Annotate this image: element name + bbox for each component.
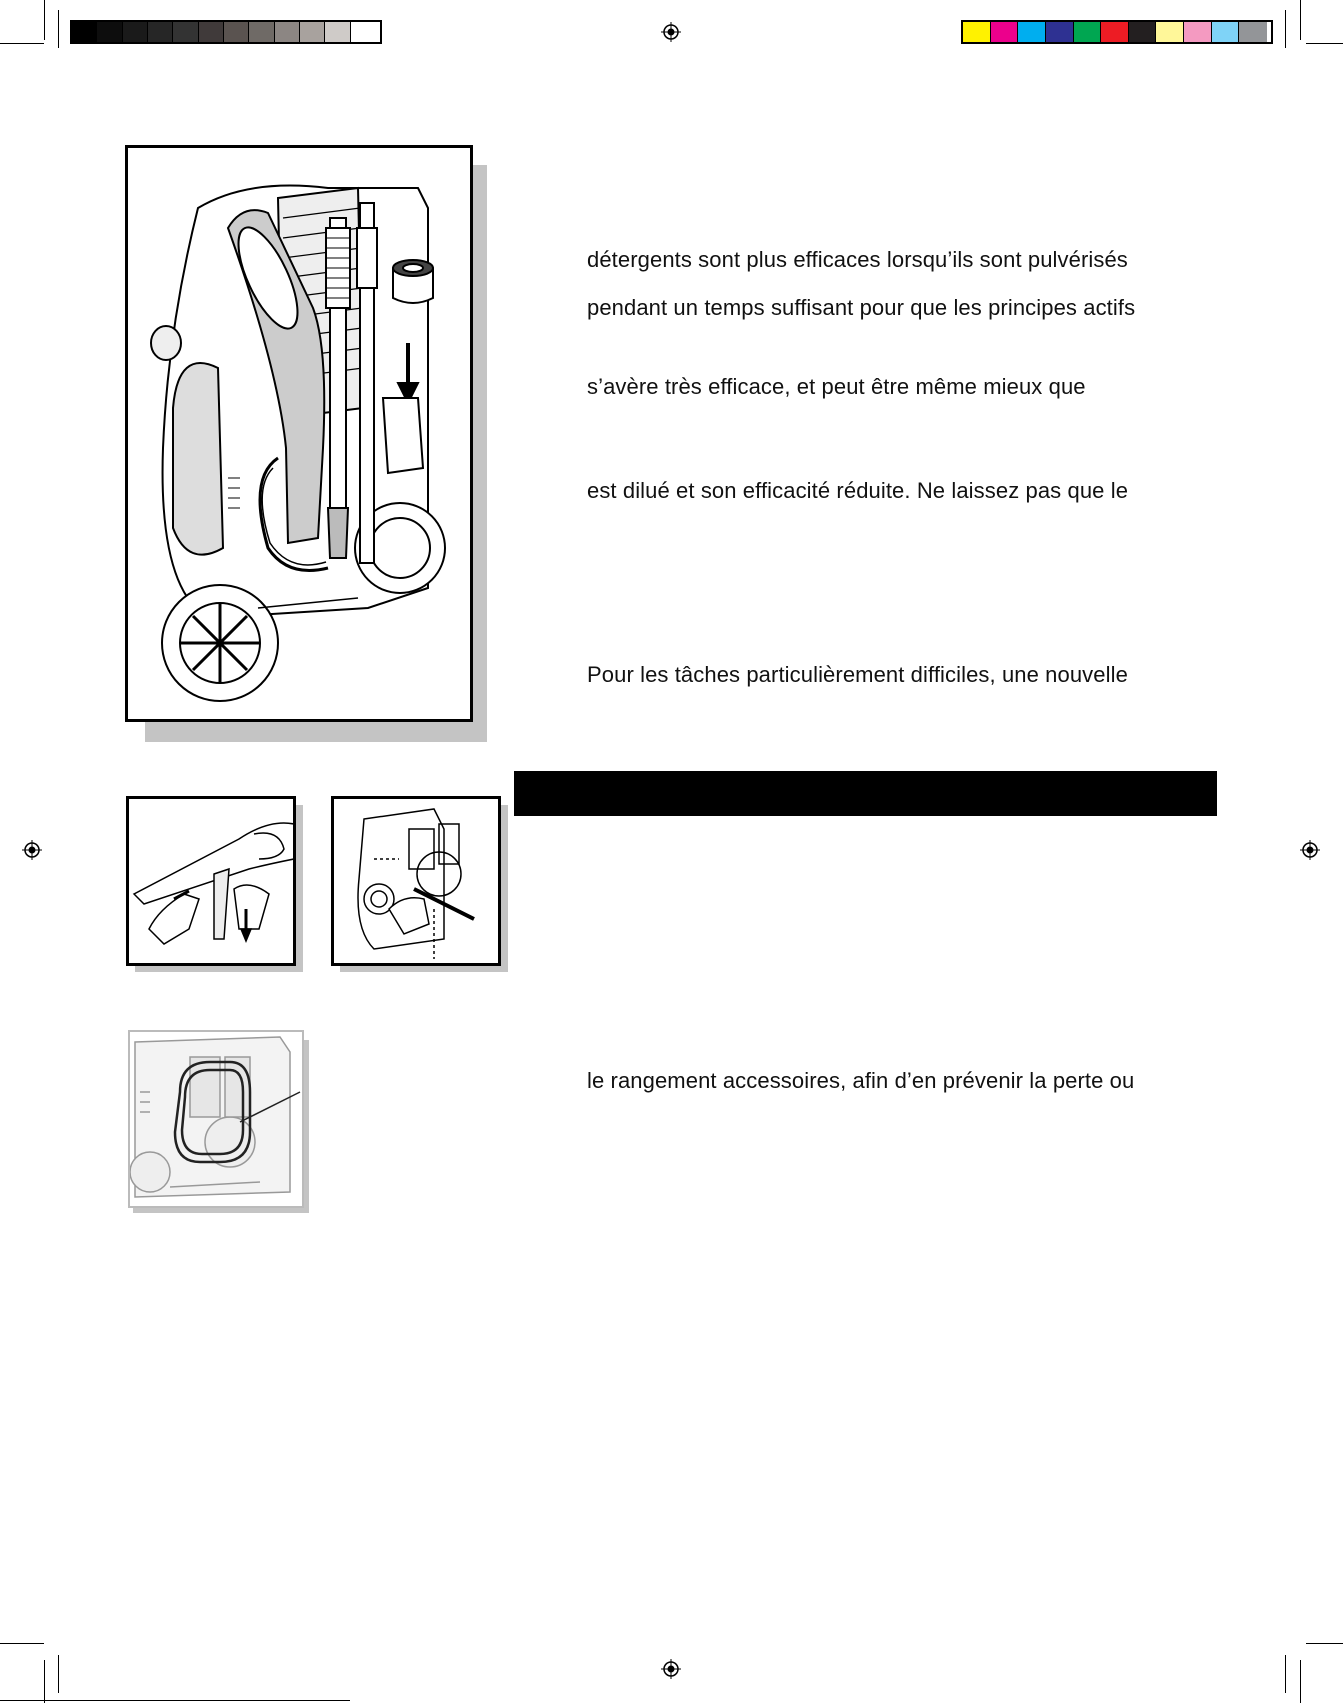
small-figure-gun bbox=[126, 796, 296, 966]
section-header-bar bbox=[514, 771, 1217, 816]
color-swatch bbox=[148, 22, 173, 42]
color-swatch bbox=[199, 22, 224, 42]
color-swatch bbox=[1018, 22, 1046, 42]
crop-mark bbox=[1285, 1655, 1286, 1693]
color-swatch bbox=[1101, 22, 1129, 42]
small-figure-lance bbox=[331, 796, 501, 966]
color-swatch bbox=[72, 22, 97, 42]
color-swatch bbox=[1156, 22, 1184, 42]
lance-insert-icon bbox=[334, 799, 498, 963]
crop-mark bbox=[1285, 10, 1286, 48]
body-text-line: pendant un temps suffisant pour que les principes actifs bbox=[587, 295, 1136, 320]
crop-mark bbox=[58, 1655, 59, 1693]
color-swatch bbox=[991, 22, 1019, 42]
body-text-line: le rangement accessoires, afin d’en prévenir la perte ou bbox=[587, 1068, 1135, 1093]
process-color-bar bbox=[961, 20, 1273, 44]
color-swatch bbox=[325, 22, 350, 42]
pressure-washer-storage-icon bbox=[128, 148, 470, 719]
color-swatch bbox=[123, 22, 148, 42]
hose-storage-icon bbox=[130, 1032, 302, 1206]
color-swatch bbox=[1239, 22, 1267, 42]
grayscale-color-bar bbox=[70, 20, 382, 44]
color-swatch bbox=[224, 22, 249, 42]
color-swatch bbox=[173, 22, 198, 42]
crop-mark bbox=[0, 1700, 350, 1701]
section-header-title bbox=[514, 781, 530, 806]
color-swatch bbox=[275, 22, 300, 42]
registration-mark-icon bbox=[661, 1659, 681, 1679]
registration-mark-icon bbox=[661, 22, 681, 42]
small-figure-hose bbox=[128, 1030, 304, 1208]
body-text-line: est dilué et son efficacité réduite. Ne laissez pas que le bbox=[587, 478, 1129, 503]
color-swatch bbox=[1212, 22, 1240, 42]
color-swatch bbox=[97, 22, 122, 42]
color-swatch bbox=[1074, 22, 1102, 42]
crop-mark bbox=[1300, 1660, 1301, 1703]
crop-mark bbox=[1306, 43, 1343, 44]
crop-mark bbox=[58, 10, 59, 48]
body-text-line: s’avère très efficace, et peut être même mieux que bbox=[587, 374, 1086, 399]
registration-mark-icon bbox=[1300, 840, 1320, 860]
color-swatch bbox=[963, 22, 991, 42]
main-figure bbox=[125, 145, 473, 722]
color-swatch bbox=[1129, 22, 1157, 42]
crop-mark bbox=[0, 1643, 44, 1644]
color-swatch bbox=[351, 22, 376, 42]
crop-mark bbox=[1306, 1643, 1343, 1644]
body-text-line: détergents sont plus efficaces lorsqu’ils sont pulvérisés bbox=[587, 247, 1128, 272]
body-text-line: Pour les tâches particulièrement difficiles, une nouvelle bbox=[587, 662, 1128, 687]
crop-mark bbox=[44, 1660, 45, 1703]
color-swatch bbox=[300, 22, 325, 42]
crop-mark bbox=[44, 0, 45, 40]
crop-mark bbox=[1300, 0, 1301, 40]
gun-detach-icon bbox=[129, 799, 293, 963]
registration-mark-icon bbox=[22, 840, 42, 860]
color-swatch bbox=[249, 22, 274, 42]
color-swatch bbox=[1184, 22, 1212, 42]
color-swatch bbox=[1046, 22, 1074, 42]
crop-mark bbox=[0, 43, 44, 44]
